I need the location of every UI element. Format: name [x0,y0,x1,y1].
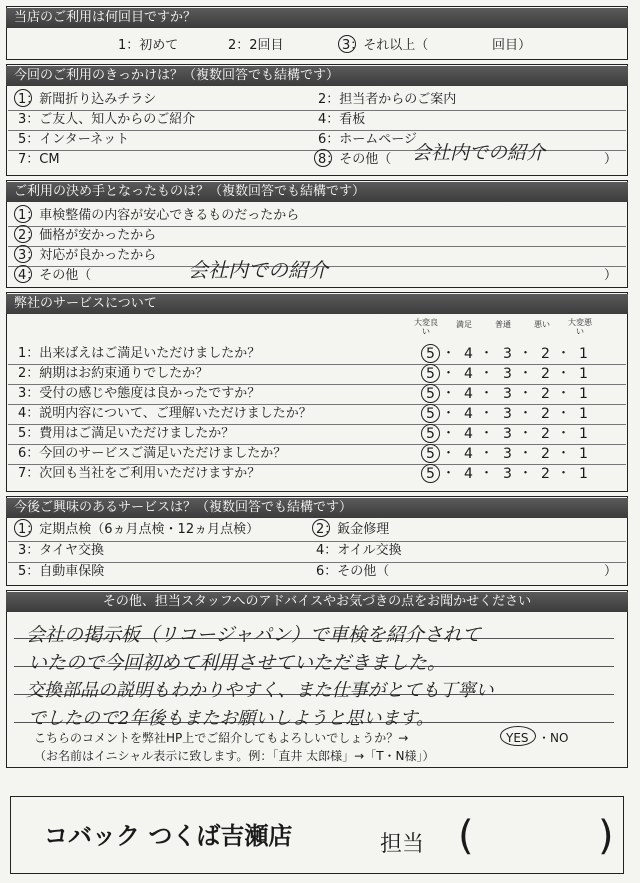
rating-value-7-3[interactable]: 3 [503,466,512,482]
divider [8,541,626,542]
selected-circle-icon [421,464,440,483]
rating-separator: ・ [442,426,456,441]
rating-value-4-3[interactable]: 3 [503,406,512,422]
comment-permission-question: こちらのコメントを弊社HP上でご紹介してもよろしいでしょうか？→ [34,731,409,745]
rating-separator: ・ [519,466,533,481]
q2-option-7[interactable]: 7：CM [18,152,60,167]
rating-value-2-5[interactable]: 5 [426,366,435,382]
staff-label: 担当 [380,832,425,857]
rating-separator: ・ [519,346,533,361]
rating-value-5-3[interactable]: 3 [503,426,512,442]
rating-separator: ・ [519,426,533,441]
rating-separator: ・ [557,466,571,481]
rating-value-7-2[interactable]: 2 [541,466,550,482]
q2-option-6[interactable]: 6：ホームページ [318,132,418,147]
divider [8,110,626,111]
divider [8,384,626,385]
rating-separator: ・ [442,466,456,481]
q2-close: ） [604,152,618,167]
rating-value-7-4[interactable]: 4 [464,466,473,482]
q1-option-3[interactable]: 3：それ以上（ [342,38,429,53]
rating-separator: ・ [442,346,456,361]
q2-option-4[interactable]: 4：看板 [318,112,366,127]
rating-separator: ・ [557,426,571,441]
rating-value-5-4[interactable]: 4 [464,426,473,442]
q5-option-6[interactable]: 6：その他（ [316,564,390,579]
rating-question-5: 5：費用はご満足いただけましたか？ [18,426,235,441]
scale-label-average: 普通 [495,320,511,329]
q3-close: ） [604,268,618,283]
q3-handwritten-answer: 会社内での紹介 [188,258,328,282]
rating-value-1-1[interactable]: 1 [579,346,588,362]
staff-open-paren: ( [458,813,474,859]
rating-separator: ・ [519,366,533,381]
rating-separator: ・ [442,446,456,461]
rating-separator: ・ [480,466,494,481]
selected-circle-icon [421,384,440,403]
divider [8,364,626,365]
rating-question-2: 2：納期はお約束通りでしたか？ [18,366,209,381]
rating-separator: ・ [480,386,494,401]
selected-circle-icon [421,444,440,463]
rating-value-7-1[interactable]: 1 [579,466,588,482]
rating-value-4-1[interactable]: 1 [579,406,588,422]
rating-value-6-3[interactable]: 3 [503,446,512,462]
no-option[interactable]: ・NO [538,731,569,745]
q1-option-2[interactable]: 2：2回目 [228,38,284,53]
rating-value-3-2[interactable]: 2 [541,386,550,402]
comment-line-3: 交換部品の説明もわかりやすく、また仕事がとても丁寧い [26,680,494,701]
q4-header: 弊社のサービスについて [6,294,628,314]
staff-close-paren: ) [598,813,614,859]
rating-value-3-1[interactable]: 1 [579,386,588,402]
q2-option-3[interactable]: 3：ご友人、知人からのご紹介 [18,112,196,127]
q5-option-5[interactable]: 5：自動車保険 [18,564,105,579]
rating-value-5-1[interactable]: 1 [579,426,588,442]
rating-value-1-2[interactable]: 2 [541,346,550,362]
q1-header: 当店のご利用は何回目ですか？ [6,8,628,28]
rating-separator: ・ [519,386,533,401]
rating-separator: ・ [557,346,571,361]
rating-question-3: 3：受付の感じや態度は良かったですか？ [18,386,261,401]
rating-value-6-5[interactable]: 5 [426,446,435,462]
q5-option-1[interactable]: 1：定期点検（6ヵ月点検・12ヵ月点検） [18,522,260,537]
rating-separator: ・ [519,406,533,421]
q1-option-1[interactable]: 1：初めて [118,38,179,53]
rating-question-6: 6：今回のサービスご満足いただけましたか？ [18,446,287,461]
comment-line-4: でしたので2年後もまたお願いしようと思います。 [28,708,435,729]
divider [8,246,626,247]
rating-value-6-2[interactable]: 2 [541,446,550,462]
rating-value-4-4[interactable]: 4 [464,406,473,422]
comment-line-1: 会社の掲示板（リコージャパン）で車検を紹介されて [26,624,481,646]
q2-option-5[interactable]: 5：インターネット [18,132,130,147]
rating-separator: ・ [480,426,494,441]
rating-value-3-4[interactable]: 4 [464,386,473,402]
rating-separator: ・ [480,346,494,361]
rating-value-6-1[interactable]: 1 [579,446,588,462]
q2-option-2[interactable]: 2：担当者からのご案内 [318,92,457,107]
rating-separator: ・ [480,366,494,381]
divider [8,404,626,405]
q5-option-3[interactable]: 3：タイヤ交換 [18,543,105,558]
rating-value-2-3[interactable]: 3 [503,366,512,382]
q2-header: 今回のご利用のきっかけは？（複数回答でも結構です） [6,66,628,86]
rating-separator: ・ [557,366,571,381]
scale-label-good: 満足 [456,320,472,329]
divider [8,444,626,445]
rating-separator: ・ [557,446,571,461]
rating-separator: ・ [557,386,571,401]
divider [8,562,626,563]
selected-circle-icon [421,364,440,383]
rating-question-4: 4：説明内容について、ご理解いただけましたか？ [18,406,312,421]
divider [8,424,626,425]
selected-circle-icon [14,89,32,107]
q2-handwritten-answer: 会社内での紹介 [412,142,546,164]
q3-option-3[interactable]: 3：対応が良かったから [18,248,157,263]
rating-separator: ・ [442,386,456,401]
q2-option-1[interactable]: 1：新聞折り込みチラシ [18,92,157,107]
rating-separator: ・ [480,446,494,461]
rating-value-4-5[interactable]: 5 [426,406,435,422]
q3-option-4[interactable]: 4：その他（ [18,268,92,283]
rating-value-5-5[interactable]: 5 [426,426,435,442]
rating-question-1: 1：出来ばえはご満足いただけましたか？ [18,346,261,361]
q5-option-2[interactable]: 2：鈑金修理 [316,522,390,537]
rating-value-5-2[interactable]: 2 [541,426,550,442]
q2-option-8[interactable]: 8：その他（ [318,152,392,167]
q3-option-2[interactable]: 2：価格が安かったから [18,228,157,243]
comments-header: その他、担当スタッフへのアドバイスやお気づきの点をお聞かせください [6,592,628,612]
rating-value-1-4[interactable]: 4 [464,346,473,362]
comment-line-2: いたので今回初めて利用させていただきました。 [28,652,447,674]
divider [8,226,626,227]
selected-circle-icon [421,404,440,423]
rating-separator: ・ [442,366,456,381]
rating-separator: ・ [480,406,494,421]
scale-label-excellent: 大変良い [414,318,438,336]
store-name: コバック つくば吉瀬店 [44,822,293,850]
rating-separator: ・ [557,406,571,421]
divider [8,464,626,465]
rating-value-1-5[interactable]: 5 [426,346,435,362]
q3-option-1[interactable]: 1：車検整備の内容が安心できるものだったから [18,208,300,223]
divider [8,130,626,131]
rating-value-2-1[interactable]: 1 [579,366,588,382]
q5-header: 今後ご興味のあるサービスは？（複数回答でも結構です） [6,498,628,518]
rating-value-7-5[interactable]: 5 [426,466,435,482]
q5-option-4[interactable]: 4：オイル交換 [316,543,402,558]
rating-value-3-5[interactable]: 5 [426,386,435,402]
q3-header: ご利用の決め手となったものは？（複数回答でも結構です） [6,182,628,202]
rating-value-3-3[interactable]: 3 [503,386,512,402]
rating-value-4-2[interactable]: 2 [541,406,550,422]
rating-separator: ・ [519,446,533,461]
scale-label-very-poor: 大変悪い [568,318,592,336]
rating-value-2-4[interactable]: 4 [464,366,473,382]
scale-label-poor: 悪い [534,320,550,329]
q1-option-3-suffix: 回目） [492,38,532,53]
rating-value-2-2[interactable]: 2 [541,366,550,382]
rating-separator: ・ [442,406,456,421]
rating-value-6-4[interactable]: 4 [464,446,473,462]
rating-question-7: 7：次回も当社をご利用いただけますか？ [18,466,261,481]
selected-circle-icon [421,344,440,363]
yes-option[interactable]: YES [506,731,529,745]
initials-note: （お名前はイニシャル表示に致します。例：「直井 太郎様」→「T・N様」） [34,749,435,763]
selected-circle-icon [421,424,440,443]
q5-close: ） [604,564,618,579]
rating-value-1-3[interactable]: 3 [503,346,512,362]
